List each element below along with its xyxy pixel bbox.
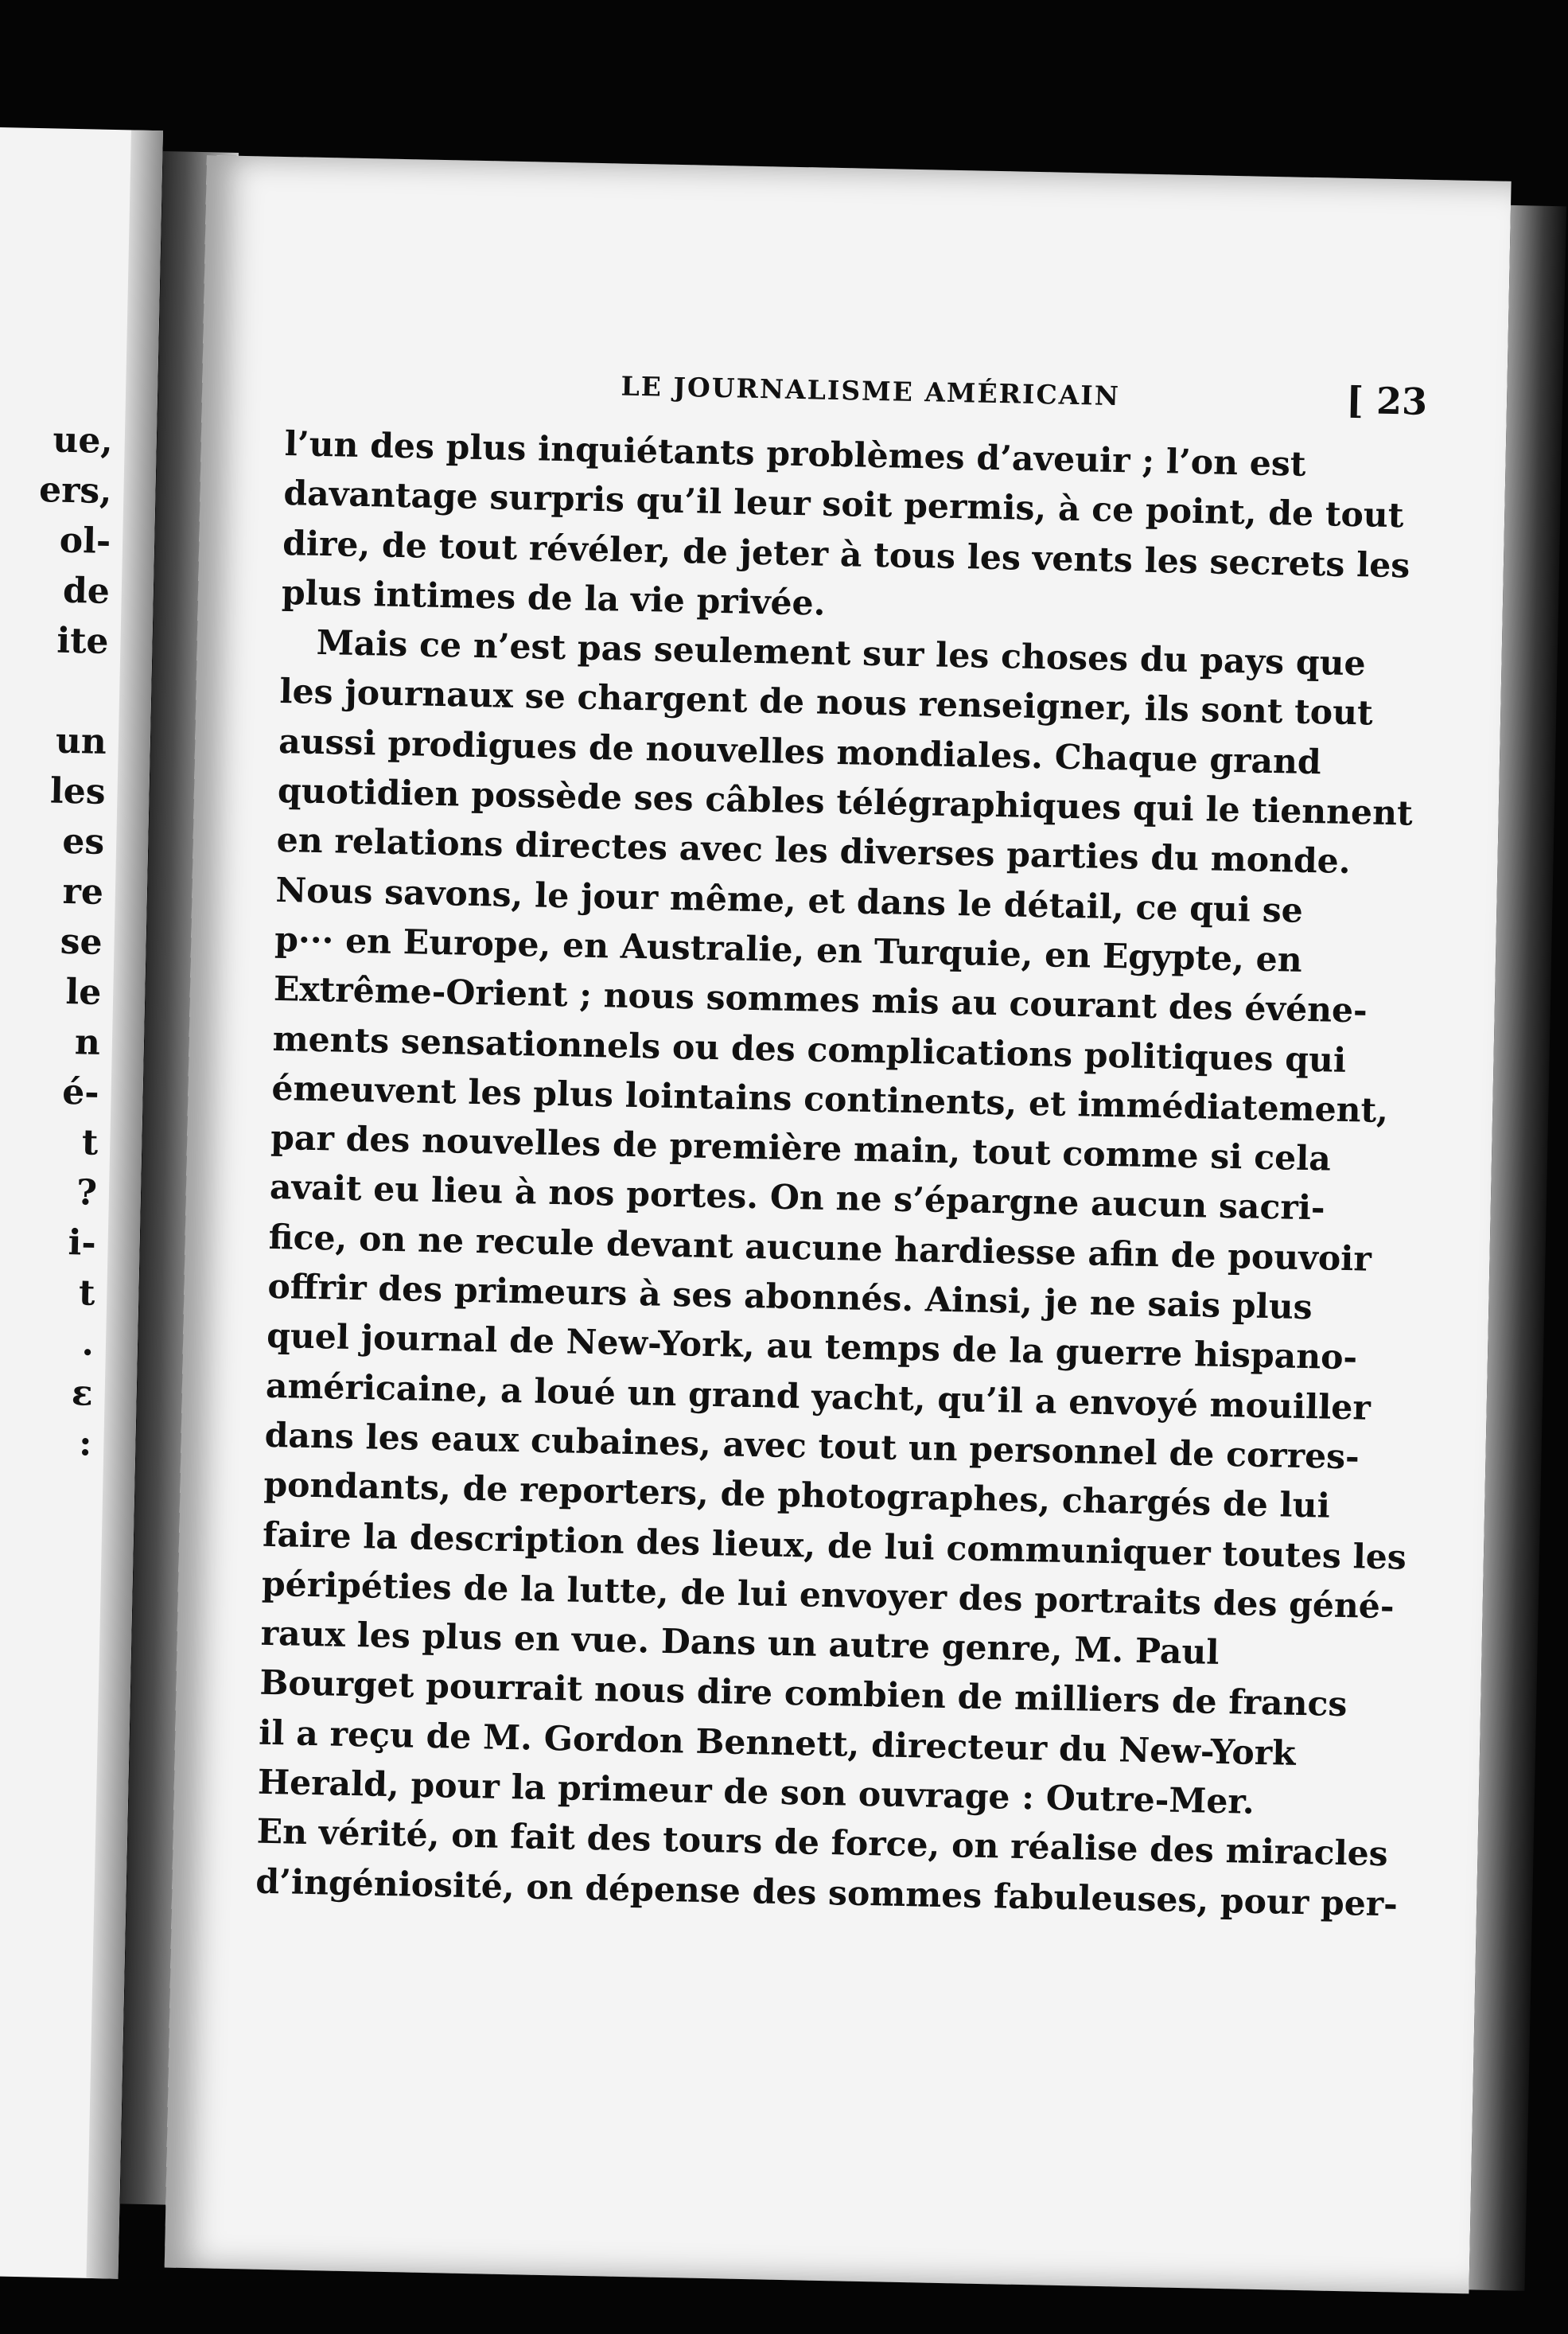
left-fragment: ε	[71, 1373, 94, 1414]
left-fragment: ue,	[52, 419, 114, 462]
left-fragment: ers,	[38, 470, 112, 512]
text-line: en relations directes avec les diverses parties du monde.	[276, 820, 1352, 883]
book-page	[165, 155, 1512, 2293]
text-line: Nous savons, le jour même, et dans le détail, ce qui se	[274, 870, 1304, 931]
text-line: péripéties de la lutte, de lui envoyer des portraits des géné-	[261, 1564, 1395, 1627]
text-line: émeuvent les plus lointains continents, et immédiatement,	[270, 1068, 1389, 1131]
text-line: fice, on ne recule devant aucune hardiesse afin de pouvoir	[268, 1217, 1372, 1280]
running-head	[512, 368, 1427, 434]
left-fragment: .	[81, 1323, 95, 1364]
text-line: plus intimes de la vie privée.	[281, 572, 826, 624]
left-fragment: n	[74, 1022, 101, 1063]
text-line: aussi prodigues de nouvelles mondiales. Chaque grand	[278, 721, 1322, 783]
left-fragment: un	[55, 720, 107, 762]
text-line: les journaux se chargent de nous renseigner, ils sont tout	[278, 672, 1374, 734]
text-line: Bourget pourrait nous dire combien de milliers de francs	[259, 1663, 1348, 1725]
left-fragment: ol-	[59, 520, 111, 563]
left-fragment: ?	[76, 1172, 98, 1214]
body-text	[255, 419, 1414, 1925]
left-fragment: se	[60, 921, 103, 963]
text-line: ments sensationnels ou des complications politiques qui	[272, 1019, 1347, 1081]
running-title: LE JOURNALISME AMÉRICAIN	[621, 370, 1121, 412]
text-line: Herald, pour la primeur de son ouvrage : Outre-Mer.	[257, 1762, 1255, 1822]
page-number: [ 23	[1345, 378, 1428, 423]
left-fragment: :	[78, 1423, 92, 1464]
text-line: dans les eaux cubaines, avec tout un personnel de corres-	[264, 1415, 1360, 1478]
text-line: davantage surpris qu’il leur soit permis, à ce point, de tout	[282, 473, 1404, 536]
left-fragment: t	[78, 1272, 95, 1314]
left-fragment: es	[61, 820, 105, 863]
text-line: p··· en Europe, en Australie, en Turquie, en Egypte, en	[274, 919, 1303, 980]
text-line: d’ingéniosité, on dépense des sommes fabuleuses, pour per-	[255, 1861, 1399, 1925]
left-fragment: i-	[68, 1222, 97, 1264]
text-line: quotidien possède ses câbles télégraphiques qui le tiennent	[277, 771, 1414, 834]
text-line: raux les plus en vue. Dans un autre genre, M. Paul	[260, 1613, 1220, 1674]
left-fragment: t	[81, 1122, 99, 1163]
text-line: offrir des primeurs à ses abonnés. Ainsi, je ne sais plus	[267, 1266, 1313, 1328]
text-line: il a reçu de M. Gordon Bennett, directeur du New-York	[258, 1713, 1297, 1774]
text-line: pondants, de reporters, de photographes, chargés de lui	[263, 1465, 1331, 1526]
page-edge-shadow	[1469, 205, 1566, 2291]
text-line: par des nouvelles de première main, tout comme si cela	[270, 1118, 1332, 1179]
left-fragment: é-	[61, 1071, 100, 1113]
text-line: dire, de tout révéler, de jeter à tous les vents les secrets les	[282, 523, 1410, 586]
text-line: faire la description des lieux, de lui communiquer toutes les	[262, 1514, 1407, 1578]
text-line: avait eu lieu à nos portes. On ne s’épargne aucun sacri-	[269, 1167, 1326, 1229]
text-line: l’un des plus inquiétants problèmes d’aveuir ; l’on est	[284, 424, 1306, 485]
text-line: Extrême-Orient ; nous sommes mis au courant des événe-	[273, 969, 1368, 1031]
text-line: Mais ce n’est pas seulement sur les choses du pays que	[316, 623, 1367, 684]
left-fragment: ite	[56, 620, 110, 662]
text-line: En vérité, on fait des tours de force, on réalise des miracles	[256, 1812, 1389, 1875]
text-line: américaine, a loué un grand yacht, qu’il a envoyé mouiller	[265, 1366, 1372, 1428]
left-fragment: re	[62, 871, 104, 913]
text-line: quel journal de New-York, au temps de la guerre hispano-	[266, 1316, 1358, 1378]
left-fragment: de	[62, 570, 111, 613]
left-fragment: les	[49, 770, 107, 812]
left-fragment: le	[65, 971, 102, 1013]
